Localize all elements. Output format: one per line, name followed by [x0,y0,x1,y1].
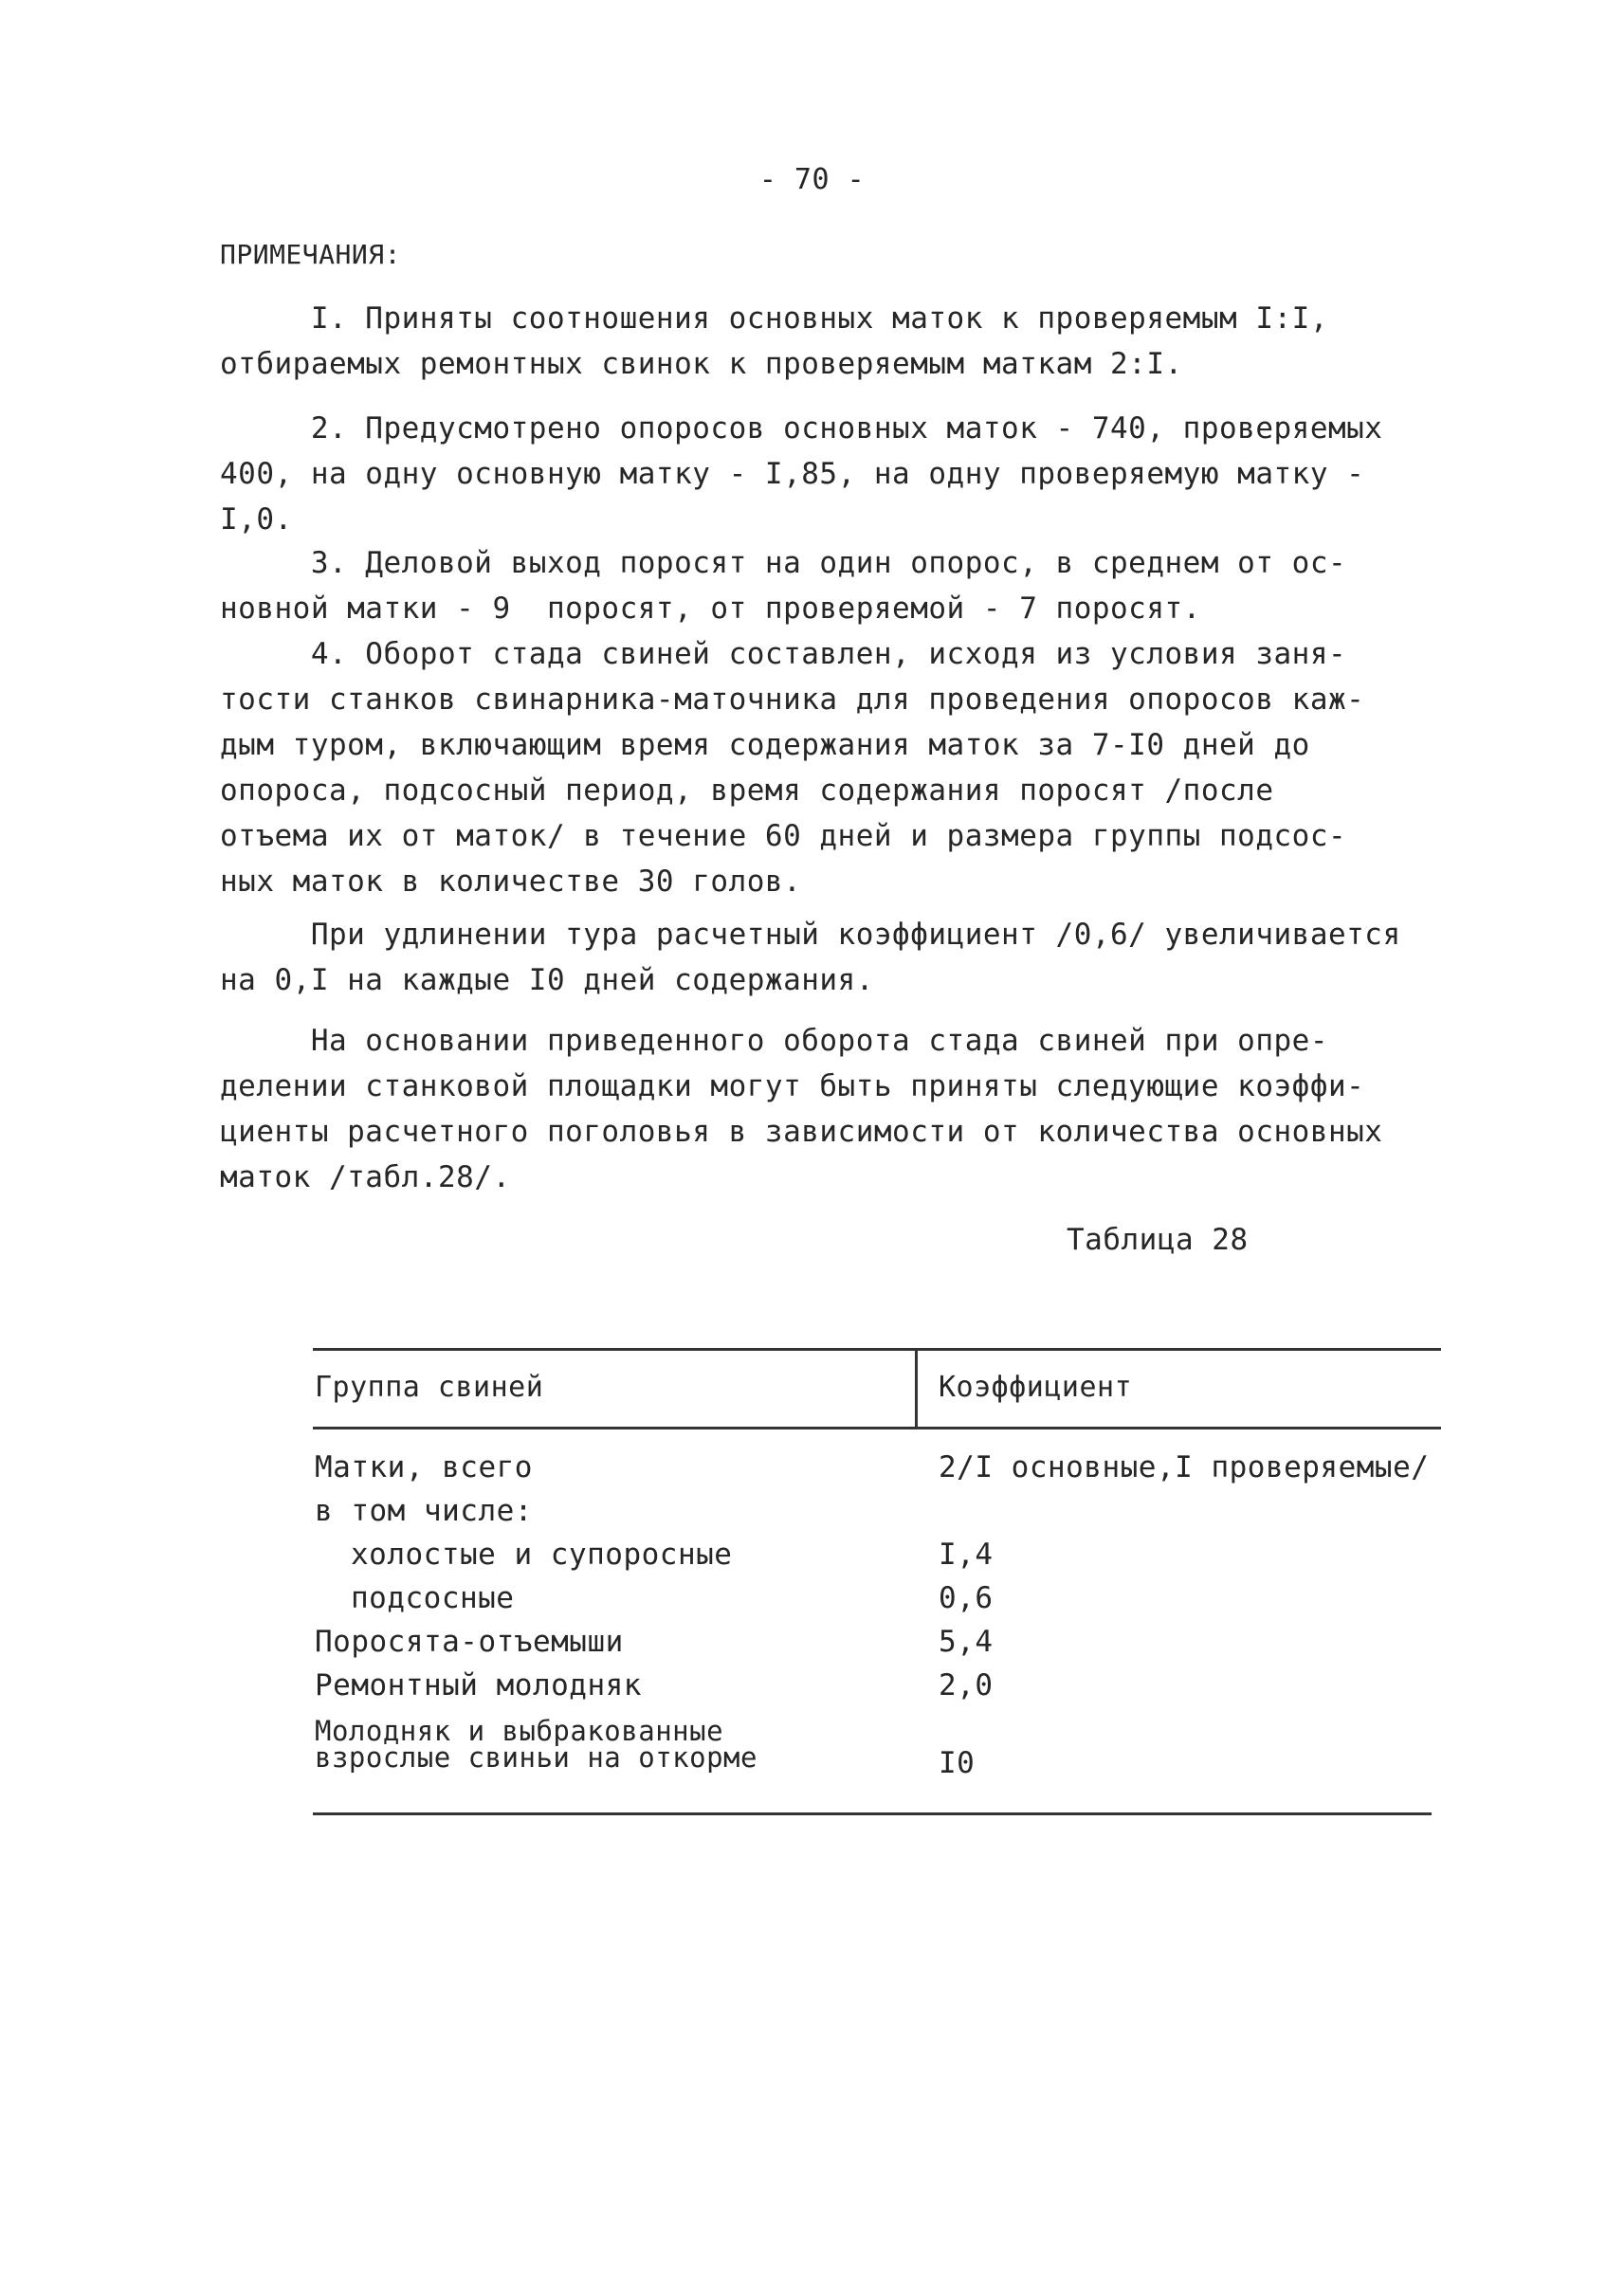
note-paragraph-2 [220,406,1424,542]
table-rule-header [313,1427,1441,1429]
text-line: новной матки - 9 поросят, от проверяемой - 7 поросят. [220,592,1201,626]
table-row [313,1494,1441,1538]
note-paragraph-1 [220,296,1424,387]
page-number: - 70 - [758,163,866,196]
cell-group: Матки, всего [315,1450,533,1484]
cell-coefficient: I,4 [939,1538,994,1572]
cell-coefficient: I0 [939,1746,976,1780]
table-row [313,1668,1441,1712]
text-line: I. Приняты соотношения основных маток к проверяемым I:I, [220,301,1328,336]
text-line: маток /табл.28/. [220,1160,511,1194]
text-line: При удлинении тура расчетный коэффициент /0,6/ увеличивается [220,918,1401,952]
header-group: Группа свиней [315,1371,544,1404]
text-line: ных маток в количестве 30 голов. [220,865,802,899]
table-row [313,1625,1441,1668]
text-line: дым туром, включающим время содержания маток за 7-I0 дней до [220,728,1310,762]
cell-coefficient: 0,6 [939,1581,994,1615]
cell-group: Поросята-отъемыши [315,1625,624,1659]
table-row [313,1450,1441,1494]
text-line: 4. Оборот стада свиней составлен, исходя из условия заня- [220,637,1347,671]
cell-coefficient: 5,4 [939,1625,994,1659]
cell-coefficient: 2/I основные,I проверяемые/ [939,1450,1430,1484]
note-paragraph-6 [220,1018,1424,1200]
text-line: На основании приведенного оборота стада свиней при опре- [220,1024,1328,1058]
note-paragraph-3 [220,540,1424,631]
text-line: опороса, подсосный период, время содержания поросят /после [220,774,1274,808]
note-paragraph-4 [220,631,1424,904]
text-line: отбираемых ремонтных свинок к проверяемым маткам 2:I. [220,347,1183,381]
text-line: тости станков свинарника-маточника для проведения опоросов каж- [220,683,1365,717]
text-line: на 0,I на каждые I0 дней содержания. [220,963,874,997]
cell-group: подсосные [351,1581,515,1615]
cell-group: в том числе: [315,1494,533,1528]
text-line: делении станковой площадки могут быть приняты следующие коэффи- [220,1069,1365,1103]
cell-coefficient: 2,0 [939,1668,994,1702]
text-line: 400, на одну основную матку - I,85, на одну проверяемую матку - [220,457,1365,491]
header-coefficient: Коэффициент [939,1371,1133,1404]
text-line: 2. Предусмотрено опоросов основных маток - 740, проверяемых [220,411,1383,446]
text-line: 3. Деловой выход поросят на один опорос, в среднем от ос- [220,546,1347,580]
table-row [313,1581,1441,1625]
text-line: I,0. [220,502,293,537]
cell-group: Ремонтный молодняк [315,1668,642,1702]
table-row [313,1715,1441,1784]
table-row [313,1538,1441,1581]
table-column-divider [915,1348,918,1429]
text-line: циенты расчетного поголовья в зависимости от количества основных [220,1115,1383,1149]
table-caption: Таблица 28 [1067,1223,1249,1257]
cell-group: холостые и супоросные [351,1538,733,1572]
text-line: отъема их от маток/ в течение 60 дней и размера группы подсос- [220,819,1347,853]
note-paragraph-5 [220,912,1424,1003]
table-rule-top [313,1348,1441,1351]
table-rule-bottom [313,1812,1432,1815]
cell-group: Молодняк и выбракованные взрослые свиньи на откорме [315,1715,757,1774]
notes-heading: ПРИМЕЧАНИЯ: [220,239,401,270]
